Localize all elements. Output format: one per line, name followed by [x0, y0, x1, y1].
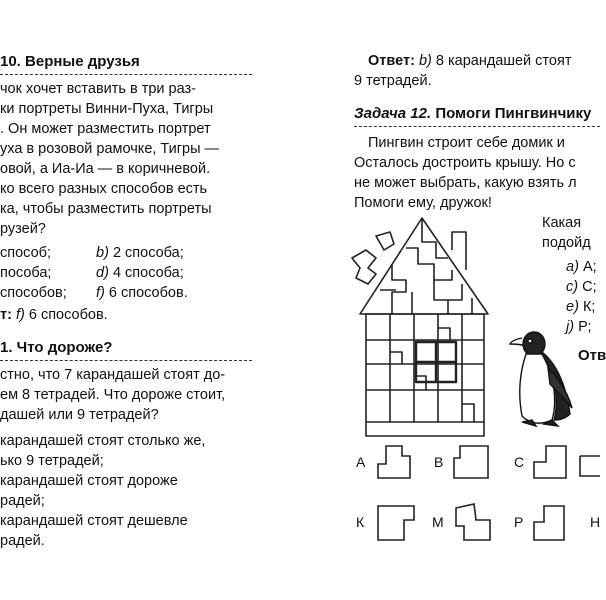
option: d) 4 способа; — [96, 265, 184, 281]
piece-label: С — [514, 454, 525, 470]
right-page — [338, 0, 606, 600]
option: карандашей стоят дороже — [0, 473, 178, 489]
option: радей. — [0, 533, 45, 549]
section-divider — [354, 126, 600, 127]
problem-11-line: дашей или 9 тетрадей? — [0, 407, 159, 423]
problem-11-line: стно, что 7 карандашей стоят до- — [0, 367, 226, 383]
roof-piece-partial[interactable] — [578, 446, 600, 478]
option: пособа; — [0, 265, 52, 281]
problem-12-line: Пингвин строит себе домик и — [368, 135, 565, 151]
left-page — [0, 0, 262, 600]
option: способов; — [0, 285, 67, 301]
option: карандашей стоят столько же, — [0, 433, 206, 449]
penguin-illustration — [508, 324, 580, 432]
option: c) С; — [566, 279, 597, 295]
roof-piece-m[interactable] — [450, 502, 496, 544]
problem-10-line: овой, а Иа-Иа — в коричневой. — [0, 161, 211, 177]
problem-10-answer: т: f) 6 способов. — [0, 307, 108, 323]
piece-label: Н — [590, 514, 601, 530]
piece-label: Р — [514, 514, 524, 530]
option: f) 6 способов. — [96, 285, 188, 301]
option: карандашей стоят дешевле — [0, 513, 188, 529]
problem-10-line: чок хочет вставить в три раз- — [0, 81, 196, 97]
problem-10-line: . Он может разместить портрет — [0, 121, 211, 137]
problem-10-line: ки портреты Винни-Пуха, Тигры — [0, 101, 214, 117]
problem-11-title: 1. Что дороже? — [0, 339, 113, 356]
option: радей; — [0, 493, 45, 509]
problem-10-title: 10. Верные друзья — [0, 53, 140, 70]
problem-11-line: ем 8 тетрадей. Что дороже стоит, — [0, 387, 226, 403]
option: способ; — [0, 245, 51, 261]
option: a) А; — [566, 259, 597, 275]
problem-12-line: не может выбрать, какую взять л — [354, 175, 577, 191]
option: j) Р; — [566, 319, 592, 335]
problem-10-line: ко всего разных способов есть — [0, 181, 208, 197]
roof-piece-c[interactable] — [530, 444, 572, 480]
piece-label: А — [356, 454, 366, 470]
option: e) К; — [566, 299, 596, 315]
problem-10-line: рузей? — [0, 221, 46, 237]
section-divider — [0, 74, 252, 75]
house-puzzle-illustration — [352, 214, 502, 440]
option: b) 2 способа; — [96, 245, 184, 261]
roof-piece-a[interactable] — [374, 444, 416, 480]
problem-12-line: Помоги ему, дружок! — [354, 195, 492, 211]
piece-label: В — [434, 454, 444, 470]
question-line: подойд — [542, 235, 591, 251]
problem-12-line: Осталось достроить крышу. Но с — [354, 155, 576, 171]
problem-10-line: ка, чтобы разместить портреты — [0, 201, 212, 217]
roof-piece-k[interactable] — [374, 502, 418, 544]
problem-11-answer-cont: 9 тетрадей. — [354, 73, 432, 89]
section-divider — [0, 360, 252, 361]
option: ько 9 тетрадей; — [0, 453, 104, 469]
roof-piece-b[interactable] — [450, 444, 492, 480]
piece-label: М — [432, 514, 444, 530]
roof-piece-p[interactable] — [530, 502, 574, 544]
problem-10-line: уха в розовой рамочке, Тигры — — [0, 141, 220, 157]
question-line: Какая — [542, 215, 582, 231]
problem-12-answer-label: Отв — [578, 347, 606, 364]
problem-12-title: Задача 12. Помоги Пингвинчику — [354, 105, 592, 122]
problem-11-answer: Ответ: b) 8 карандашей стоят — [368, 53, 572, 69]
piece-label: К — [356, 514, 365, 530]
